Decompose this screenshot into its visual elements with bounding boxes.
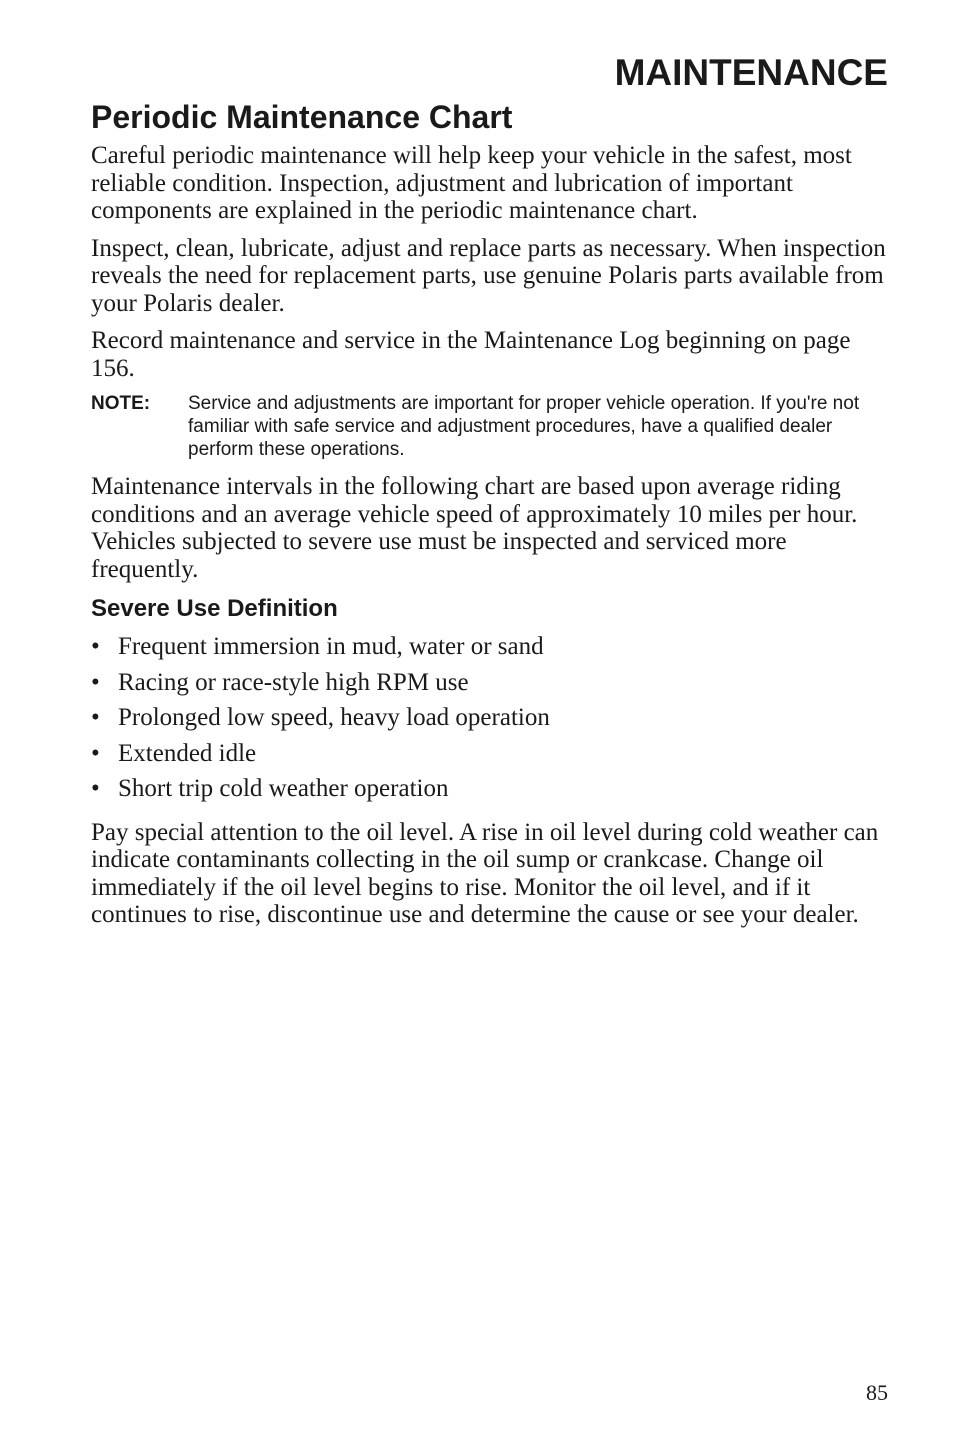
bullet-icon: • xyxy=(91,704,100,732)
inspection-paragraph: Inspect, clean, lubricate, adjust and replace parts as necessary. When inspection reveals the need for replacement parts, use genuine Polaris parts available from your Polaris dealer. xyxy=(91,234,886,317)
list-item-text: Frequent immersion in mud, water or sand xyxy=(118,633,544,661)
bullet-icon: • xyxy=(91,739,100,767)
note-text: Service and adjustments are important for proper vehicle operation. If you're not familiar with safe service and adjustment procedures, have a qualified dealer perform these operations. xyxy=(188,393,860,461)
page-content xyxy=(91,98,891,939)
list-item-text: Prolonged low speed, heavy load operation xyxy=(118,704,550,732)
bullet-icon: • xyxy=(91,633,100,661)
page-number: 85 xyxy=(866,1380,888,1405)
intro-paragraph: Careful periodic maintenance will help keep your vehicle in the safest, most reliable condition. Inspection, adjustment and lubrication of important components are explained in the periodic maintenance chart. xyxy=(91,142,852,225)
note-label: NOTE: xyxy=(91,393,151,415)
list-item-text: Extended idle xyxy=(118,739,257,767)
list-item xyxy=(91,700,891,736)
list-item xyxy=(91,665,891,701)
section-title: Periodic Maintenance Chart xyxy=(91,99,513,135)
list-item xyxy=(91,771,891,807)
list-item xyxy=(91,629,891,665)
oil-paragraph: Pay special attention to the oil level. A rise in oil level during cold weather can indicate contaminants collecting in the oil sump or crankcase. Change oil immediately if the oil level begins to rise. Monitor the oil level, and if it continues to rise, discontinue use and determine the cause or see your dealer. xyxy=(91,818,879,929)
list-item-text: Short trip cold weather operation xyxy=(118,775,449,803)
record-paragraph: Record maintenance and service in the Maintenance Log beginning on page 156. xyxy=(91,327,851,382)
list-item xyxy=(91,736,891,772)
note-block xyxy=(91,392,891,461)
severe-use-heading: Severe Use Definition xyxy=(91,595,338,623)
severe-use-list xyxy=(91,629,891,807)
list-item-text: Racing or race-style high RPM use xyxy=(118,668,469,696)
bullet-icon: • xyxy=(91,668,100,696)
bullet-icon: • xyxy=(91,775,100,803)
page-section-header: MAINTENANCE xyxy=(614,52,888,93)
intervals-paragraph: Maintenance intervals in the following chart are based upon average riding conditions and an average vehicle speed of approximately 10 miles per hour. Vehicles subjected to severe use must be inspected and serviced more frequently. xyxy=(91,473,858,583)
